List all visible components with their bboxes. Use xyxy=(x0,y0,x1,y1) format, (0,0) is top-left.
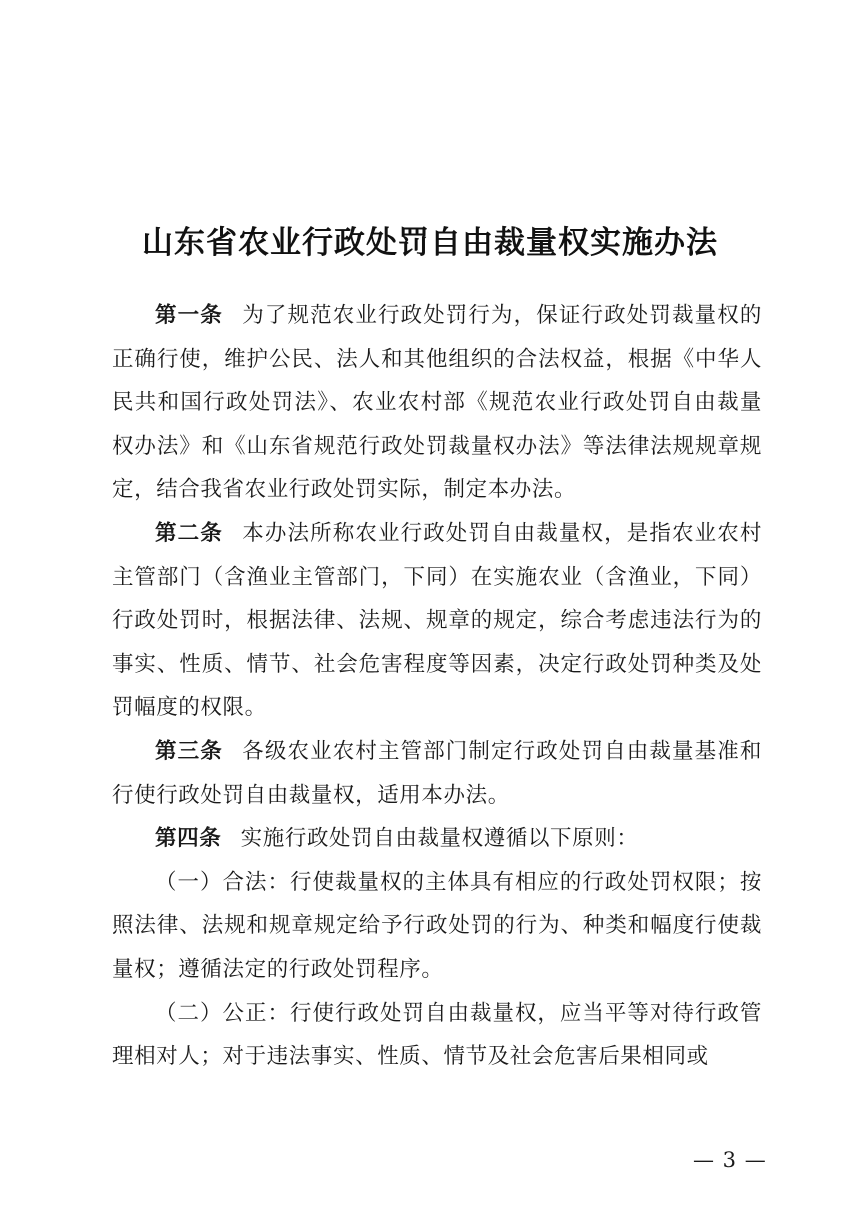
document-body xyxy=(112,294,762,1079)
list-item-paragraph xyxy=(112,992,762,1079)
article-text: 各级农业农村主管部门制定行政处罚自由裁量基准和行使行政处罚自由裁量权，适用本办法。 xyxy=(112,738,762,808)
article-paragraph xyxy=(112,730,762,817)
article-number: 第四条 xyxy=(155,826,222,852)
list-item-paragraph xyxy=(112,861,762,992)
article-paragraph xyxy=(112,294,762,512)
article-text: 实施行政处罚自由裁量权遵循以下原则： xyxy=(240,826,639,852)
article-paragraph xyxy=(112,512,762,730)
article-number: 第三条 xyxy=(155,738,223,764)
list-item-text: （一）合法：行使裁量权的主体具有相应的行政处罚权限；按照法律、法规和规章规定给予行政处罚的行为、种类和幅度行使裁量权；遵循法定的行政处罚程序。 xyxy=(112,869,762,982)
page-number: — 3 — xyxy=(693,1148,767,1172)
article-text: 为了规范农业行政处罚行为，保证行政处罚裁量权的正确行使，维护公民、法人和其他组织的合法权益，根据《中华人民共和国行政处罚法》、农业农村部《规范农业行政处罚自由裁量权办法》和《山东省规范行政处罚裁量权办法》等法律法规规章规定，结合我省农业行政处罚实际，制定本办法。 xyxy=(112,303,762,503)
article-number: 第二条 xyxy=(155,520,223,546)
document-title: 山东省农业行政处罚自由裁量权实施办法 xyxy=(142,224,718,261)
article-paragraph xyxy=(112,817,762,861)
article-text: 本办法所称农业行政处罚自由裁量权，是指农业农村主管部门（含渔业主管部门，下同）在实施农业（含渔业，下同）行政处罚时，根据法律、法规、规章的规定，综合考虑违法行为的事实、性质、情节、社会危害程度等因素，决定行政处罚种类及处罚幅度的权限。 xyxy=(112,520,762,721)
article-number: 第一条 xyxy=(155,303,223,328)
list-item-text: （二）公正：行使行政处罚自由裁量权，应当平等对待行政管理相对人；对于违法事实、性质、情节及社会危害后果相同或 xyxy=(112,1000,762,1070)
